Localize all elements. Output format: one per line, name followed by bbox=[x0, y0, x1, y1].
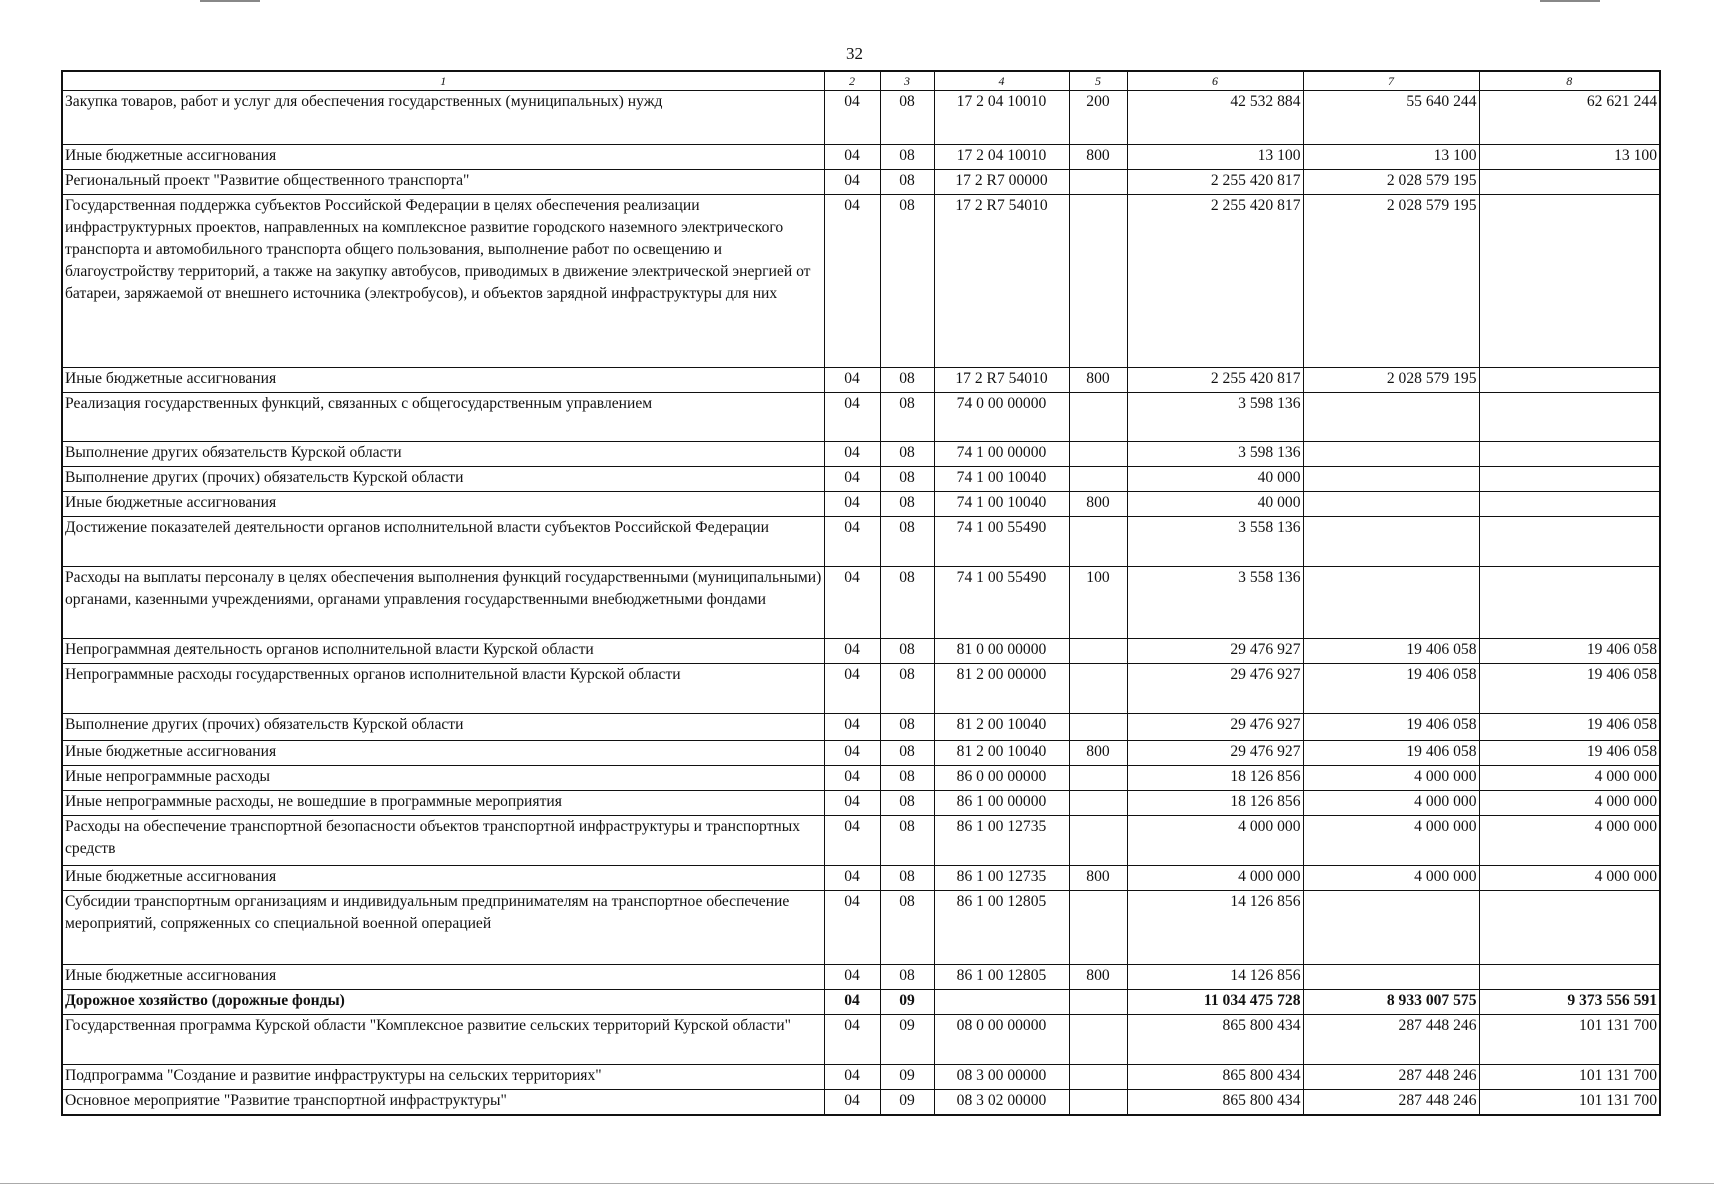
col-header: 7 bbox=[1303, 71, 1479, 91]
amount-year-1: 3 558 136 bbox=[1127, 567, 1303, 639]
table-row bbox=[62, 766, 1660, 791]
amount-year-2: 2 028 579 195 bbox=[1303, 368, 1479, 393]
table-row bbox=[62, 866, 1660, 891]
amount-year-1: 3 558 136 bbox=[1127, 517, 1303, 567]
expense-type-code bbox=[1069, 1015, 1127, 1065]
amount-year-3: 19 406 058 bbox=[1479, 664, 1660, 714]
target-article-code: 74 1 00 10040 bbox=[934, 467, 1069, 492]
subsection-code: 08 bbox=[880, 393, 934, 442]
row-name: Достижение показателей деятельности органов исполнительной власти субъектов Российской Федерации bbox=[62, 517, 824, 567]
amount-year-3: 4 000 000 bbox=[1479, 816, 1660, 866]
amount-year-1: 13 100 bbox=[1127, 145, 1303, 170]
subsection-code: 09 bbox=[880, 1015, 934, 1065]
expense-type-code: 100 bbox=[1069, 567, 1127, 639]
table-row bbox=[62, 714, 1660, 741]
row-name: Иные непрограммные расходы, не вошедшие в программные мероприятия bbox=[62, 791, 824, 816]
expense-type-code bbox=[1069, 195, 1127, 368]
table-row bbox=[62, 170, 1660, 195]
expense-type-code bbox=[1069, 517, 1127, 567]
amount-year-3: 4 000 000 bbox=[1479, 766, 1660, 791]
col-header: 1 bbox=[62, 71, 824, 91]
target-article-code: 74 1 00 10040 bbox=[934, 492, 1069, 517]
table-row bbox=[62, 91, 1660, 145]
amount-year-1: 40 000 bbox=[1127, 467, 1303, 492]
amount-year-2: 13 100 bbox=[1303, 145, 1479, 170]
subsection-code: 08 bbox=[880, 467, 934, 492]
row-name: Региональный проект "Развитие общественного транспорта" bbox=[62, 170, 824, 195]
amount-year-2: 8 933 007 575 bbox=[1303, 990, 1479, 1015]
amount-year-2: 4 000 000 bbox=[1303, 791, 1479, 816]
table-row bbox=[62, 195, 1660, 368]
amount-year-1: 29 476 927 bbox=[1127, 714, 1303, 741]
amount-year-3: 19 406 058 bbox=[1479, 741, 1660, 766]
row-name: Иные бюджетные ассигнования bbox=[62, 965, 824, 990]
subsection-code: 08 bbox=[880, 368, 934, 393]
amount-year-2: 19 406 058 bbox=[1303, 741, 1479, 766]
section-code: 04 bbox=[824, 145, 880, 170]
amount-year-2 bbox=[1303, 965, 1479, 990]
subsection-code: 08 bbox=[880, 195, 934, 368]
amount-year-3: 101 131 700 bbox=[1479, 1015, 1660, 1065]
expense-type-code: 800 bbox=[1069, 492, 1127, 517]
target-article-code: 08 3 02 00000 bbox=[934, 1090, 1069, 1115]
amount-year-3 bbox=[1479, 965, 1660, 990]
target-article-code: 81 2 00 00000 bbox=[934, 664, 1069, 714]
subsection-code: 08 bbox=[880, 741, 934, 766]
table-row bbox=[62, 1090, 1660, 1115]
table-row bbox=[62, 816, 1660, 866]
expense-type-code: 800 bbox=[1069, 866, 1127, 891]
section-code: 04 bbox=[824, 467, 880, 492]
amount-year-3 bbox=[1479, 517, 1660, 567]
row-name: Закупка товаров, работ и услуг для обеспечения государственных (муниципальных) нужд bbox=[62, 91, 824, 145]
row-name: Выполнение других (прочих) обязательств Курской области bbox=[62, 714, 824, 741]
amount-year-1: 4 000 000 bbox=[1127, 816, 1303, 866]
amount-year-2: 19 406 058 bbox=[1303, 664, 1479, 714]
amount-year-1: 14 126 856 bbox=[1127, 891, 1303, 965]
column-number-row bbox=[62, 71, 1660, 91]
amount-year-2 bbox=[1303, 442, 1479, 467]
amount-year-3: 4 000 000 bbox=[1479, 866, 1660, 891]
row-name: Выполнение других обязательств Курской области bbox=[62, 442, 824, 467]
row-name: Иные бюджетные ассигнования bbox=[62, 368, 824, 393]
table-row bbox=[62, 891, 1660, 965]
section-code: 04 bbox=[824, 1065, 880, 1090]
target-article-code: 81 2 00 10040 bbox=[934, 741, 1069, 766]
table-row bbox=[62, 965, 1660, 990]
amount-year-1: 29 476 927 bbox=[1127, 639, 1303, 664]
section-code: 04 bbox=[824, 741, 880, 766]
row-name: Основное мероприятие "Развитие транспортной инфраструктуры" bbox=[62, 1090, 824, 1115]
amount-year-2: 4 000 000 bbox=[1303, 766, 1479, 791]
expense-type-code bbox=[1069, 639, 1127, 664]
section-code: 04 bbox=[824, 517, 880, 567]
row-name: Иные бюджетные ассигнования bbox=[62, 145, 824, 170]
amount-year-1: 18 126 856 bbox=[1127, 791, 1303, 816]
col-header: 3 bbox=[880, 71, 934, 91]
section-code: 04 bbox=[824, 91, 880, 145]
subsection-code: 08 bbox=[880, 664, 934, 714]
subsection-code: 08 bbox=[880, 145, 934, 170]
target-article-code: 17 2 R7 00000 bbox=[934, 170, 1069, 195]
table-row bbox=[62, 639, 1660, 664]
table-row bbox=[62, 145, 1660, 170]
row-name: Государственная программа Курской области "Комплексное развитие сельских территорий Курской области" bbox=[62, 1015, 824, 1065]
target-article-code: 74 1 00 00000 bbox=[934, 442, 1069, 467]
target-article-code: 74 1 00 55490 bbox=[934, 517, 1069, 567]
section-code: 04 bbox=[824, 866, 880, 891]
amount-year-3: 19 406 058 bbox=[1479, 639, 1660, 664]
subsection-code: 08 bbox=[880, 766, 934, 791]
col-header: 6 bbox=[1127, 71, 1303, 91]
scan-edge-line bbox=[1540, 0, 1600, 2]
amount-year-2 bbox=[1303, 467, 1479, 492]
row-name: Расходы на обеспечение транспортной безопасности объектов транспортной инфраструктуры и транспортных средств bbox=[62, 816, 824, 866]
expense-type-code bbox=[1069, 891, 1127, 965]
row-name: Иные бюджетные ассигнования bbox=[62, 741, 824, 766]
amount-year-1: 40 000 bbox=[1127, 492, 1303, 517]
target-article-code: 86 1 00 00000 bbox=[934, 791, 1069, 816]
amount-year-1: 4 000 000 bbox=[1127, 866, 1303, 891]
expense-type-code: 800 bbox=[1069, 368, 1127, 393]
amount-year-3: 4 000 000 bbox=[1479, 791, 1660, 816]
target-article-code: 86 1 00 12735 bbox=[934, 816, 1069, 866]
target-article-code: 17 2 04 10010 bbox=[934, 145, 1069, 170]
amount-year-2: 4 000 000 bbox=[1303, 866, 1479, 891]
expense-type-code bbox=[1069, 1065, 1127, 1090]
row-name: Выполнение других (прочих) обязательств Курской области bbox=[62, 467, 824, 492]
amount-year-1: 42 532 884 bbox=[1127, 91, 1303, 145]
table-row bbox=[62, 791, 1660, 816]
expense-type-code bbox=[1069, 393, 1127, 442]
amount-year-2: 287 448 246 bbox=[1303, 1015, 1479, 1065]
amount-year-2: 287 448 246 bbox=[1303, 1065, 1479, 1090]
amount-year-3: 101 131 700 bbox=[1479, 1065, 1660, 1090]
amount-year-2: 2 028 579 195 bbox=[1303, 170, 1479, 195]
section-code: 04 bbox=[824, 170, 880, 195]
section-code: 04 bbox=[824, 1090, 880, 1115]
amount-year-3: 101 131 700 bbox=[1479, 1090, 1660, 1115]
amount-year-2 bbox=[1303, 393, 1479, 442]
amount-year-1: 18 126 856 bbox=[1127, 766, 1303, 791]
section-code: 04 bbox=[824, 639, 880, 664]
table-row bbox=[62, 517, 1660, 567]
amount-year-2: 55 640 244 bbox=[1303, 91, 1479, 145]
subsection-code: 09 bbox=[880, 1065, 934, 1090]
table-row bbox=[62, 741, 1660, 766]
target-article-code: 17 2 04 10010 bbox=[934, 91, 1069, 145]
section-code: 04 bbox=[824, 816, 880, 866]
row-name: Иные бюджетные ассигнования bbox=[62, 866, 824, 891]
row-name: Иные бюджетные ассигнования bbox=[62, 492, 824, 517]
subsection-code: 08 bbox=[880, 866, 934, 891]
table-row bbox=[62, 1065, 1660, 1090]
amount-year-3 bbox=[1479, 195, 1660, 368]
amount-year-3 bbox=[1479, 393, 1660, 442]
section-code: 04 bbox=[824, 442, 880, 467]
section-code: 04 bbox=[824, 791, 880, 816]
table-row bbox=[62, 990, 1660, 1015]
amount-year-1: 2 255 420 817 bbox=[1127, 195, 1303, 368]
scan-edge-line bbox=[200, 0, 260, 2]
amount-year-1: 2 255 420 817 bbox=[1127, 368, 1303, 393]
amount-year-2 bbox=[1303, 492, 1479, 517]
row-name: Непрограммные расходы государственных органов исполнительной власти Курской области bbox=[62, 664, 824, 714]
row-name: Непрограммная деятельность органов исполнительной власти Курской области bbox=[62, 639, 824, 664]
expense-type-code bbox=[1069, 990, 1127, 1015]
table-row bbox=[62, 393, 1660, 442]
row-name: Субсидии транспортным организациям и индивидуальным предпринимателям на транспортное обеспечение мероприятий, сопряженных со специальной военной операцией bbox=[62, 891, 824, 965]
amount-year-3 bbox=[1479, 492, 1660, 517]
col-header: 8 bbox=[1479, 71, 1660, 91]
section-code: 04 bbox=[824, 393, 880, 442]
subsection-code: 08 bbox=[880, 492, 934, 517]
amount-year-3 bbox=[1479, 368, 1660, 393]
section-code: 04 bbox=[824, 965, 880, 990]
section-code: 04 bbox=[824, 368, 880, 393]
table-row bbox=[62, 664, 1660, 714]
amount-year-3 bbox=[1479, 442, 1660, 467]
subsection-code: 08 bbox=[880, 639, 934, 664]
amount-year-1: 29 476 927 bbox=[1127, 741, 1303, 766]
section-code: 04 bbox=[824, 1015, 880, 1065]
expense-type-code bbox=[1069, 791, 1127, 816]
target-article-code: 17 2 R7 54010 bbox=[934, 195, 1069, 368]
amount-year-2: 19 406 058 bbox=[1303, 639, 1479, 664]
amount-year-3: 19 406 058 bbox=[1479, 714, 1660, 741]
amount-year-2 bbox=[1303, 567, 1479, 639]
subsection-code: 08 bbox=[880, 791, 934, 816]
amount-year-3: 9 373 556 591 bbox=[1479, 990, 1660, 1015]
table-row bbox=[62, 368, 1660, 393]
section-code: 04 bbox=[824, 766, 880, 791]
subsection-code: 08 bbox=[880, 517, 934, 567]
target-article-code: 81 0 00 00000 bbox=[934, 639, 1069, 664]
target-article-code: 86 1 00 12805 bbox=[934, 965, 1069, 990]
section-code: 04 bbox=[824, 714, 880, 741]
amount-year-3 bbox=[1479, 467, 1660, 492]
amount-year-3 bbox=[1479, 891, 1660, 965]
subsection-code: 09 bbox=[880, 990, 934, 1015]
target-article-code: 86 1 00 12805 bbox=[934, 891, 1069, 965]
amount-year-3 bbox=[1479, 567, 1660, 639]
section-code: 04 bbox=[824, 891, 880, 965]
subsection-code: 08 bbox=[880, 965, 934, 990]
expense-type-code bbox=[1069, 1090, 1127, 1115]
expense-type-code: 800 bbox=[1069, 741, 1127, 766]
table-row bbox=[62, 567, 1660, 639]
section-code: 04 bbox=[824, 990, 880, 1015]
amount-year-2: 287 448 246 bbox=[1303, 1090, 1479, 1115]
subsection-code: 08 bbox=[880, 816, 934, 866]
amount-year-1: 865 800 434 bbox=[1127, 1015, 1303, 1065]
target-article-code: 86 0 00 00000 bbox=[934, 766, 1069, 791]
row-name: Дорожное хозяйство (дорожные фонды) bbox=[62, 990, 824, 1015]
expense-type-code bbox=[1069, 766, 1127, 791]
amount-year-1: 3 598 136 bbox=[1127, 442, 1303, 467]
expense-type-code bbox=[1069, 714, 1127, 741]
amount-year-1: 11 034 475 728 bbox=[1127, 990, 1303, 1015]
amount-year-1: 14 126 856 bbox=[1127, 965, 1303, 990]
expense-type-code bbox=[1069, 816, 1127, 866]
amount-year-3: 62 621 244 bbox=[1479, 91, 1660, 145]
section-code: 04 bbox=[824, 492, 880, 517]
target-article-code: 74 0 00 00000 bbox=[934, 393, 1069, 442]
page-number-text: 32 bbox=[846, 44, 863, 63]
expense-type-code bbox=[1069, 467, 1127, 492]
row-name: Реализация государственных функций, связанных с общегосударственным управлением bbox=[62, 393, 824, 442]
section-code: 04 bbox=[824, 567, 880, 639]
amount-year-2: 4 000 000 bbox=[1303, 816, 1479, 866]
amount-year-3 bbox=[1479, 170, 1660, 195]
row-name: Расходы на выплаты персоналу в целях обеспечения выполнения функций государственными (муниципальными) органами, казенными учреждениями, органами управления государственными внебюджетными фондами bbox=[62, 567, 824, 639]
expense-type-code bbox=[1069, 664, 1127, 714]
amount-year-2 bbox=[1303, 891, 1479, 965]
target-article-code: 08 0 00 00000 bbox=[934, 1015, 1069, 1065]
expense-type-code: 800 bbox=[1069, 965, 1127, 990]
table-row bbox=[62, 492, 1660, 517]
target-article-code: 74 1 00 55490 bbox=[934, 567, 1069, 639]
row-name: Государственная поддержка субъектов Российской Федерации в целях обеспечения реализации инфраструктурных проектов, направленных на комплексное развитие городского наземного электрического транспорта и автомобильного транспорта общего пользования, выполнение работ по освещению и благоустройству территорий, а также на закупку автобусов, приводимых в движение электрической энергией от батареи, заряжаемой от внешнего источника (электробусов), и объектов зарядной инфраструктуры для них bbox=[62, 195, 824, 368]
target-article-code: 81 2 00 10040 bbox=[934, 714, 1069, 741]
amount-year-1: 865 800 434 bbox=[1127, 1090, 1303, 1115]
amount-year-1: 29 476 927 bbox=[1127, 664, 1303, 714]
subsection-code: 08 bbox=[880, 567, 934, 639]
target-article-code bbox=[934, 990, 1069, 1015]
row-name: Подпрограмма "Создание и развитие инфраструктуры на сельских территориях" bbox=[62, 1065, 824, 1090]
amount-year-1: 2 255 420 817 bbox=[1127, 170, 1303, 195]
amount-year-2: 2 028 579 195 bbox=[1303, 195, 1479, 368]
target-article-code: 86 1 00 12735 bbox=[934, 866, 1069, 891]
table-body bbox=[62, 91, 1660, 1115]
target-article-code: 08 3 00 00000 bbox=[934, 1065, 1069, 1090]
amount-year-1: 865 800 434 bbox=[1127, 1065, 1303, 1090]
amount-year-2 bbox=[1303, 517, 1479, 567]
target-article-code: 17 2 R7 54010 bbox=[934, 368, 1069, 393]
col-header: 4 bbox=[934, 71, 1069, 91]
row-name: Иные непрограммные расходы bbox=[62, 766, 824, 791]
amount-year-1: 3 598 136 bbox=[1127, 393, 1303, 442]
col-header: 2 bbox=[824, 71, 880, 91]
expense-type-code: 200 bbox=[1069, 91, 1127, 145]
subsection-code: 08 bbox=[880, 714, 934, 741]
col-header: 5 bbox=[1069, 71, 1127, 91]
subsection-code: 08 bbox=[880, 170, 934, 195]
section-code: 04 bbox=[824, 664, 880, 714]
table-row bbox=[62, 467, 1660, 492]
amount-year-2: 19 406 058 bbox=[1303, 714, 1479, 741]
amount-year-3: 13 100 bbox=[1479, 145, 1660, 170]
subsection-code: 08 bbox=[880, 442, 934, 467]
section-code: 04 bbox=[824, 195, 880, 368]
table-row bbox=[62, 1015, 1660, 1065]
subsection-code: 08 bbox=[880, 891, 934, 965]
budget-table bbox=[61, 70, 1661, 1116]
scan-edge-line bbox=[0, 1183, 1714, 1184]
expense-type-code bbox=[1069, 170, 1127, 195]
expense-type-code: 800 bbox=[1069, 145, 1127, 170]
table-row bbox=[62, 442, 1660, 467]
subsection-code: 08 bbox=[880, 91, 934, 145]
subsection-code: 09 bbox=[880, 1090, 934, 1115]
expense-type-code bbox=[1069, 442, 1127, 467]
